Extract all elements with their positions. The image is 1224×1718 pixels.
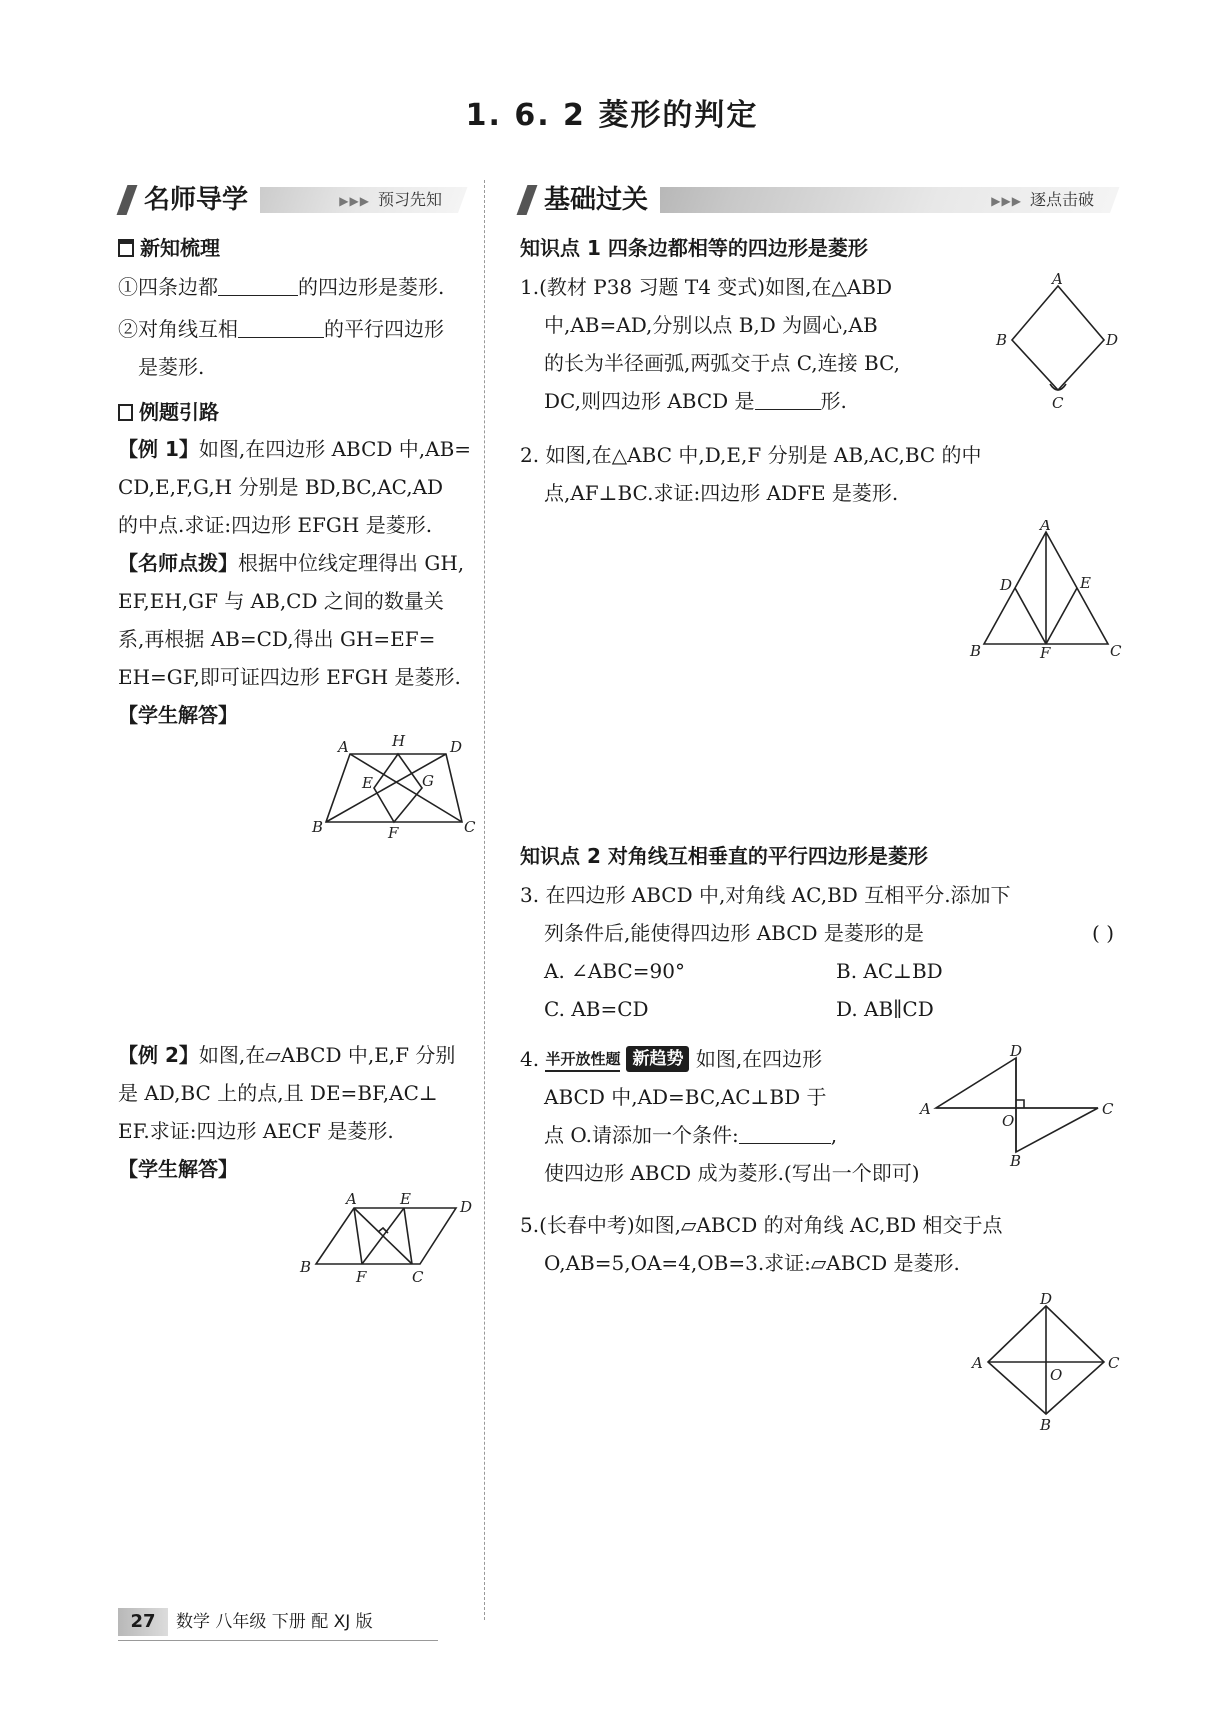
q1-blank[interactable]: [755, 387, 821, 410]
q3-answer-paren[interactable]: ( ): [1092, 921, 1114, 945]
knowledge-line-1: ①四条边都 的四边形是菱形.: [118, 275, 445, 299]
fig2-label-f: F: [356, 1268, 367, 1286]
page-number: 27: [118, 1608, 168, 1636]
fig4-label-e: E: [1080, 574, 1091, 592]
question-3: 3. 在四边形 ABCD 中,对角线 AC,BD 互相平分.添加下 列条件后,能使得四边形 ABCD 是菱形的是 ( ) A. ∠ABC=90° B. AC⊥BD C. AB=CD D. AB∥CD: [520, 876, 1120, 1028]
fig5-label-b: B: [1010, 1152, 1022, 1168]
fig6-label-d: D: [1040, 1290, 1053, 1308]
figure-example-1: [310, 730, 480, 840]
column-divider: [484, 180, 485, 1620]
fig5-right-angle: [1016, 1100, 1024, 1108]
semi-open-tag: 半开放性题: [545, 1048, 620, 1072]
q4-blank[interactable]: [739, 1121, 831, 1144]
fig4-label-c: C: [1110, 642, 1122, 658]
new-trend-tag: 新趋势: [626, 1046, 689, 1072]
fig6-label-b: B: [1040, 1416, 1052, 1432]
example-2: 【例 2】如图,在▱ABCD 中,E,F 分别 是 AD,BC 上的点,且 DE=BF,AC⊥ EF.求证:四边形 AECF 是菱形. 【学生解答】: [118, 1043, 456, 1181]
examples-heading: 例题引路: [118, 396, 219, 425]
fig3-label-b: B: [996, 331, 1008, 349]
fig5-quadrilateral: [936, 1058, 1098, 1152]
fig6-label-a: A: [972, 1354, 983, 1372]
fig2-af: [354, 1208, 362, 1264]
q3-option-d[interactable]: D. AB∥CD: [836, 997, 934, 1021]
figure-question-5: [966, 1290, 1122, 1432]
fig2-ec: [404, 1208, 412, 1264]
figure-question-1: [992, 272, 1124, 412]
fig2-label-e: E: [400, 1192, 411, 1208]
fig5-label-d: D: [1010, 1044, 1023, 1060]
right-banner-label: 基础过关: [518, 183, 660, 217]
footer-rule: [118, 1640, 438, 1641]
left-section-banner: [118, 183, 458, 217]
fig1-label-h: H: [392, 732, 406, 750]
fig2-label-c: C: [412, 1268, 424, 1286]
right-banner-sub: ▶▶▶ 逐点击破: [991, 190, 1094, 209]
blank-1[interactable]: [218, 273, 298, 296]
fig4-label-b: B: [970, 642, 982, 658]
new-knowledge-heading: 新知梳理: [118, 232, 220, 261]
knowledge-line-2b: 是菱形.: [138, 355, 205, 379]
fig4-ef: [1046, 588, 1077, 644]
knowledge-point-1: 知识点 1 四条边都相等的四边形是菱形: [520, 236, 868, 260]
fig2-parallelogram: [316, 1208, 456, 1264]
fig1-label-e: E: [362, 774, 373, 792]
fig1-label-d: D: [450, 738, 463, 756]
knowledge-line-2: ②对角线互相 的平行四边形: [118, 317, 444, 341]
fig3-label-d: D: [1106, 331, 1119, 349]
blank-2[interactable]: [238, 315, 324, 338]
figure-example-2: [296, 1192, 486, 1292]
question-2: 2. 如图,在△ABC 中,D,E,F 分别是 AB,AC,BC 的中 点,AF⊥BC.求证:四边形 ADFE 是菱形.: [520, 443, 982, 505]
footer-text: 数学 八年级 下册 配 XJ 版: [176, 1612, 373, 1632]
fig4-label-f: F: [1040, 644, 1051, 658]
fig6-label-o: O: [1050, 1366, 1063, 1384]
fig5-label-a: A: [920, 1100, 931, 1118]
fig5-label-c: C: [1102, 1100, 1114, 1118]
fig1-rhombus: [374, 754, 422, 822]
fig1-label-g: G: [422, 772, 434, 790]
fig5-label-o: O: [1002, 1112, 1015, 1130]
fig6-label-c: C: [1108, 1354, 1120, 1372]
q3-option-a[interactable]: A. ∠ABC=90°: [544, 959, 685, 983]
left-banner-label: 名师导学: [118, 183, 260, 217]
q3-option-b[interactable]: B. AC⊥BD: [836, 959, 943, 983]
fig1-trapezoid: [326, 754, 462, 822]
fig2-ef: [362, 1208, 404, 1264]
question-1: 1.(教材 P38 习题 T4 变式)如图,在△ABD 中,AB=AD,分别以点 B,D 为圆心,AB 的长为半径画弧,两弧交于点 C,连接 BC, DC,则四边形 ABCD 是 形.: [520, 275, 901, 413]
figure-question-4: [912, 1044, 1124, 1168]
fig2-label-d: D: [460, 1198, 473, 1216]
fig1-label-f: F: [388, 824, 399, 840]
fig4-label-d: D: [1000, 576, 1013, 594]
example-1: 【例 1】如图,在四边形 ABCD 中,AB= CD,E,F,G,H 分别是 BD,BC,AC,AD 的中点.求证:四边形 EFGH 是菱形. 【名师点拨】根据中位线定理得出 GH, EF,EH,GF 与 AB,CD 之间的数量关 系,再根据 AB=CD,得出 GH=EF= EH=GF,即可证四边形 EFGH 是菱形. 【学生解答】: [118, 437, 472, 727]
fig3-rhombus: [1012, 286, 1104, 390]
fig1-label-c: C: [464, 818, 476, 836]
fig4-df: [1015, 588, 1046, 644]
q3-option-c[interactable]: C. AB=CD: [544, 997, 649, 1021]
fig4-label-a: A: [1040, 520, 1051, 534]
right-section-banner: [518, 183, 1110, 217]
figure-question-2: [966, 520, 1122, 658]
fig3-label-c: C: [1052, 394, 1064, 412]
fig1-label-b: B: [312, 818, 324, 836]
fig2-label-b: B: [300, 1258, 312, 1276]
knowledge-point-2: 知识点 2 对角线互相垂直的平行四边形是菱形: [520, 844, 928, 868]
fig3-label-a: A: [1052, 272, 1063, 288]
question-5: 5.(长春中考)如图,▱ABCD 的对角线 AC,BD 相交于点 O,AB=5,OA=4,OB=3.求证:▱ABCD 是菱形.: [520, 1213, 1003, 1275]
page-title: 1. 6. 2 菱形的判定: [465, 98, 759, 133]
fig1-label-a: A: [338, 738, 349, 756]
question-4: 4. 半开放性题 新趋势 如图,在四边形 ABCD 中,AD=BC,AC⊥BD 于 点 O.请添加一个条件: , 使四边形 ABCD 成为菱形.(写出一个即可): [520, 1047, 920, 1185]
pencil-icon: [118, 404, 133, 421]
fig2-label-a: A: [346, 1192, 357, 1208]
left-banner-sub: ▶▶▶ 预习先知: [339, 190, 442, 209]
book-icon: [118, 239, 134, 257]
